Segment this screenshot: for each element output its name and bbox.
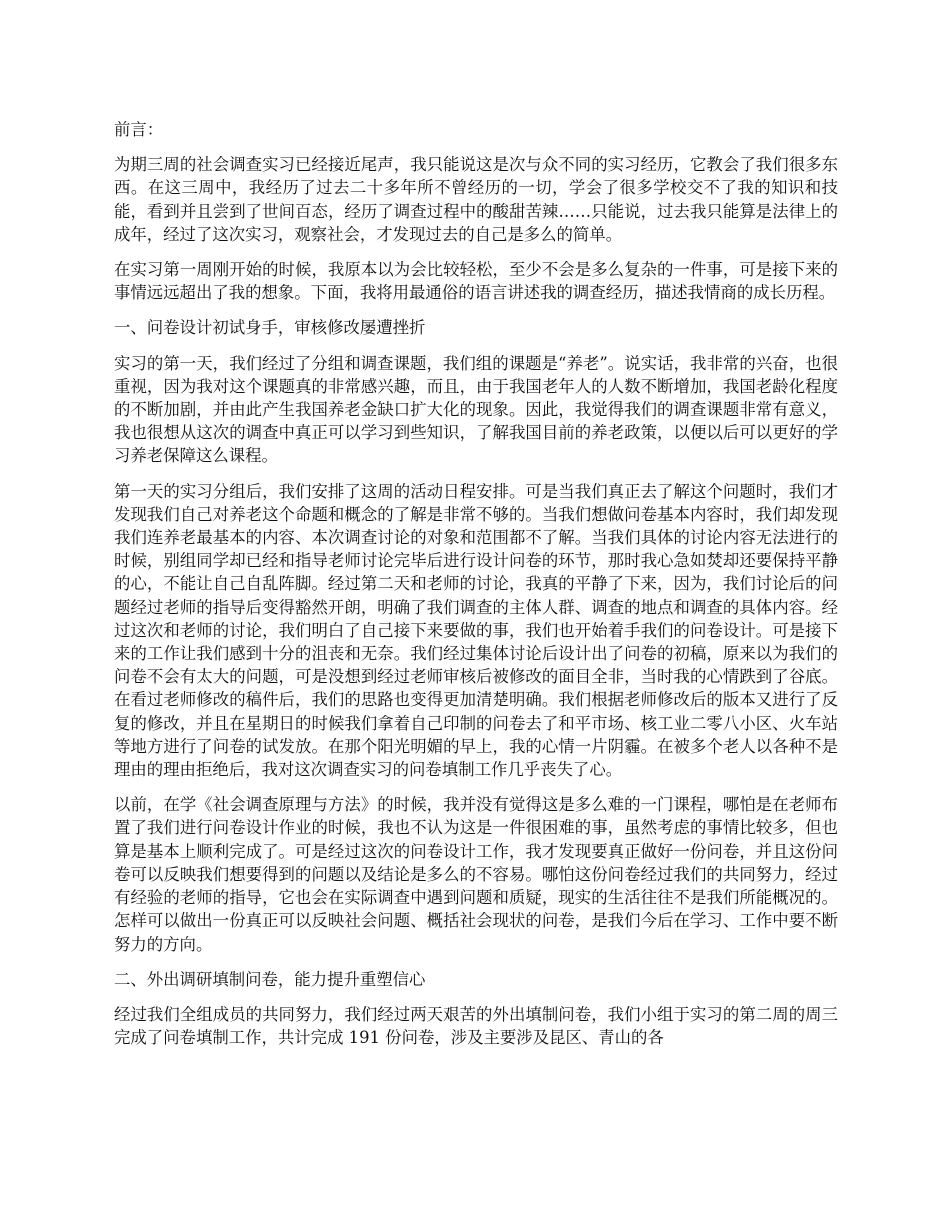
section-heading-1: 一、问卷设计初试身手，审核修改屡遭挫折	[114, 318, 426, 338]
paragraph-intro: 为期三周的社会调查实习已经接近尾声，我只能说这是次与众不同的实习经历，它教会了我们很多东西。在这三周中，我经历了过去二十多年所不曾经历的一切，学会了很多学校交不了我的知识和技能，看到并且尝到了世间百态，经历了调查过程中的酸甜苦辣……只能说，过去我只能算是法律上的成年，经过了这次实习，观察社会，才发现过去的自己是多么的简单。	[114, 155, 838, 244]
paragraph-reflection: 以前，在学《社会调查原理与方法》的时候，我并没有觉得这是多么难的一门课程，哪怕是在老师布置了我们进行问卷设计作业的时候，我也不认为这是一件很困难的事，虽然考虑的事情比较多，但也算是基本上顺利完成了。可是经过这次的问卷设计工作，我才发现要真正做好一份问卷，并且这份问卷可以反映我们想要得到的问题以及结论是多么的不容易。哪怕这份问卷经过我们的共同努力，经过有经验的老师的指导，它也会在实际调查中遇到问题和质疑，现实的生活往往不是我们所能概况的。怎样可以做出一份真正可以反映社会问题、概括社会现状的问卷，是我们今后在学习、工作中要不断努力的方向。	[114, 795, 838, 954]
paragraph-questionnaire-design: 第一天的实习分组后，我们安排了这周的活动日程安排。可是当我们真正去了解这个问题时，我们才发现我们自己对养老这个命题和概念的了解是非常不够的。当我们想做问卷基本内容时，我们却发现我们连养老最基本的内容、本次调查讨论的对象和范围都不了解。当我们具体的讨论内容无法进行的时候，别组同学却已经和指导老师讨论完毕后进行设计问卷的环节，那时我心急如焚却还要保持平静的心，不能让自己自乱阵脚。经过第二天和老师的讨论，我真的平静了下来，因为，我们讨论后的问题经过老师的指导后变得豁然开朗，明确了我们调查的主体人群、调查的地点和调查的具体内容。经过这次和老师的讨论，我们明白了自己接下来要做的事，我们也开始着手我们的问卷设计。可是接下来的工作让我们感到十分的沮丧和无奈。我们经过集体讨论后设计出了问卷的初稿，原来以为我们的问卷不会有太大的问题，可是没想到经过老师审核后被修改的面目全非，当时我的心情跌到了谷底。在看过老师修改的稿件后，我们的思路也变得更加清楚明确。我们根据老师修改后的版本又进行了反复的修改，并且在星期日的时候我们拿着自己印制的问卷去了和平市场、核工业二零八小区、火车站等地方进行了问卷的试发放。在那个阳光明媚的早上，我的心情一片阴霾。在被多个老人以各种不是理由的理由拒绝后，我对这次调查实习的问卷填制工作几乎丧失了心。	[114, 481, 838, 780]
paragraph-topic: 实习的第一天，我们经过了分组和调查课题，我们组的课题是“养老”。说实话，我非常的兴奋，也很重视，因为我对这个课题真的非常感兴趣，而且，由于我国老年人的人数不断增加，我国老龄化程度的不断加剧，并由此产生我国养老金缺口扩大化的现象。因此，我觉得我们的调查课题非常有意义，我也很想从这次的调查中真正可以学习到些知识，了解我国目前的养老政策，以便以后可以更好的学习养老保障这么课程。	[114, 353, 838, 466]
section-heading-2: 二、外出调研填制问卷，能力提升重塑信心	[114, 969, 426, 989]
preface-label: 前言：	[114, 120, 164, 139]
paragraph-field-survey: 经过我们全组成员的共同努力，我们经过两天艰苦的外出填制问卷，我们小组于实习的第二周的周三完成了问卷填制工作，共计完成 191 份问卷，涉及主要涉及昆区、青山的各	[114, 1004, 838, 1048]
paragraph-first-week: 在实习第一周刚开始的时候，我原本以为会比较轻松，至少不会是多么复杂的一件事，可是接下来的事情远远超出了我的想象。下面，我将用最通俗的语言讲述我的调查经历，描述我情商的成长历程。	[114, 260, 838, 303]
document-page	[114, 118, 838, 1061]
